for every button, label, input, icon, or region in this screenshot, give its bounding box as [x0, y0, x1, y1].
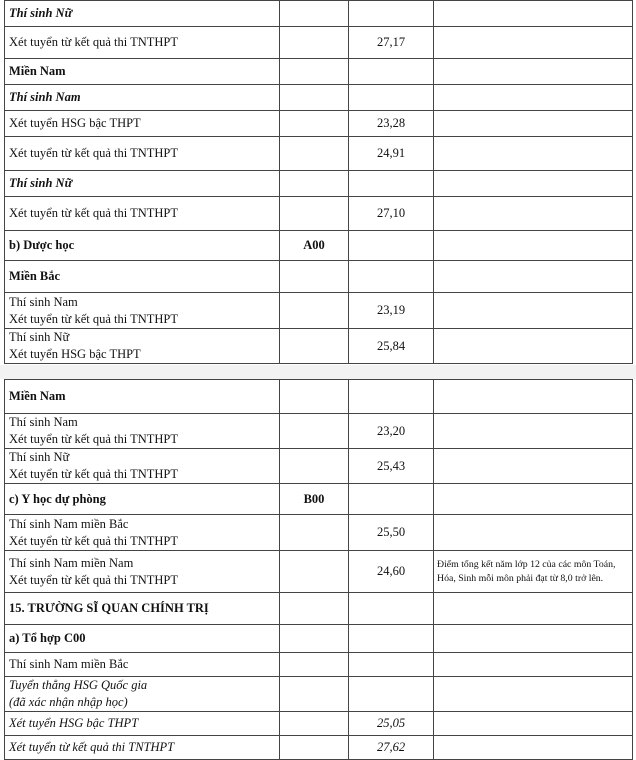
table-row	[5, 111, 633, 137]
score-cell: 24,60	[349, 551, 434, 593]
table-row	[5, 380, 633, 414]
row-label	[5, 677, 280, 712]
row-label-line-1: Thí sinh Nam miền Bắc	[9, 516, 129, 531]
table-row	[5, 712, 633, 736]
row-label	[5, 414, 280, 449]
table-row	[5, 551, 633, 593]
row-label-line-1: Thí sinh Nam	[9, 415, 78, 429]
table-row	[5, 85, 633, 111]
row-label-line-2: (đã xác nhận nhập học)	[9, 695, 128, 709]
table-row	[5, 414, 633, 449]
subject-combo-cell: B00	[280, 484, 349, 515]
score-cell: 27,10	[349, 197, 434, 231]
table-row	[5, 736, 633, 760]
score-cell: 23,19	[349, 293, 434, 329]
table-row	[5, 484, 633, 515]
row-label: Xét tuyển từ kết quả thi TNTHPT	[5, 736, 280, 760]
table-row	[5, 329, 633, 364]
row-label-line-2: Xét tuyển HSG bậc THPT	[9, 347, 141, 361]
table-row	[5, 625, 633, 653]
row-label: Xét tuyển HSG bậc THPT	[5, 111, 280, 137]
table-row	[5, 1, 633, 27]
table-row	[5, 677, 633, 712]
row-label: Xét tuyển HSG bậc THPT	[5, 712, 280, 736]
row-label	[5, 551, 280, 593]
score-cell: 25,84	[349, 329, 434, 364]
row-label	[5, 293, 280, 329]
table-row	[5, 449, 633, 484]
row-label-line-2: Xét tuyển từ kết quả thi TNTHPT	[9, 432, 179, 446]
subject-combo-cell: A00	[280, 231, 349, 261]
row-label	[5, 449, 280, 484]
row-label	[5, 329, 280, 364]
row-label: Xét tuyển từ kết quả thi TNTHPT	[5, 27, 280, 59]
row-label: Miền Nam	[5, 59, 280, 85]
row-label-line-2: Xét tuyển từ kết quả thi TNTHPT	[9, 311, 179, 326]
row-label-line-1: Thí sinh Nam miền Nam	[9, 555, 134, 570]
table-row	[5, 171, 633, 197]
table-row	[5, 293, 633, 329]
table-row	[5, 27, 633, 59]
row-label: Xét tuyển từ kết quả thi TNTHPT	[5, 197, 280, 231]
table-row	[5, 515, 633, 551]
score-cell: 27,62	[349, 736, 434, 760]
table-row	[5, 137, 633, 171]
score-cell: 25,05	[349, 712, 434, 736]
row-label: b) Dược học	[5, 231, 280, 261]
row-label: Miền Bắc	[5, 261, 280, 293]
row-label: a) Tổ hợp C00	[5, 625, 280, 653]
row-label-line-1: Tuyển thẳng HSG Quốc gia	[9, 678, 148, 692]
row-label: Thí sinh Nam	[5, 85, 280, 111]
score-cell: 27,17	[349, 27, 434, 59]
row-label: Miền Nam	[5, 380, 280, 414]
row-label-line-2: Xét tuyển từ kết quả thi TNTHPT	[9, 467, 179, 481]
row-label: Thí sinh Nam miền Bắc	[5, 653, 280, 677]
table-row	[5, 593, 633, 625]
row-label-line-1: Thí sinh Nữ	[9, 450, 70, 464]
score-cell: 25,43	[349, 449, 434, 484]
table-row	[5, 653, 633, 677]
admission-score-table-page-1	[4, 0, 633, 364]
table-row	[5, 231, 633, 261]
row-label-line-1: Thí sinh Nam	[9, 294, 78, 309]
row-label: c) Y học dự phòng	[5, 484, 280, 515]
admission-score-table-page-2	[4, 379, 633, 760]
score-cell: 23,28	[349, 111, 434, 137]
row-label: Xét tuyển từ kết quả thi TNTHPT	[5, 137, 280, 171]
note-cell: Điểm tổng kết năm lớp 12 của các môn Toán, Hóa, Sinh mỗi môn phải đạt từ 8,0 trở lên.	[434, 551, 633, 593]
row-label: Thí sinh Nữ	[5, 171, 280, 197]
row-label	[5, 515, 280, 551]
row-label-line-1: Thí sinh Nữ	[9, 330, 70, 344]
row-label-line-2: Xét tuyển từ kết quả thi TNTHPT	[9, 572, 179, 587]
section-heading: 15. TRƯỜNG SĨ QUAN CHÍNH TRỊ	[5, 593, 280, 625]
table-row	[5, 197, 633, 231]
score-cell: 25,50	[349, 515, 434, 551]
row-label-line-2: Xét tuyển từ kết quả thi TNTHPT	[9, 533, 179, 548]
table-row	[5, 261, 633, 293]
row-label: Thí sinh Nữ	[5, 1, 280, 27]
table-row	[5, 59, 633, 85]
page-break-gap	[0, 365, 636, 379]
score-cell: 23,20	[349, 414, 434, 449]
score-cell: 24,91	[349, 137, 434, 171]
